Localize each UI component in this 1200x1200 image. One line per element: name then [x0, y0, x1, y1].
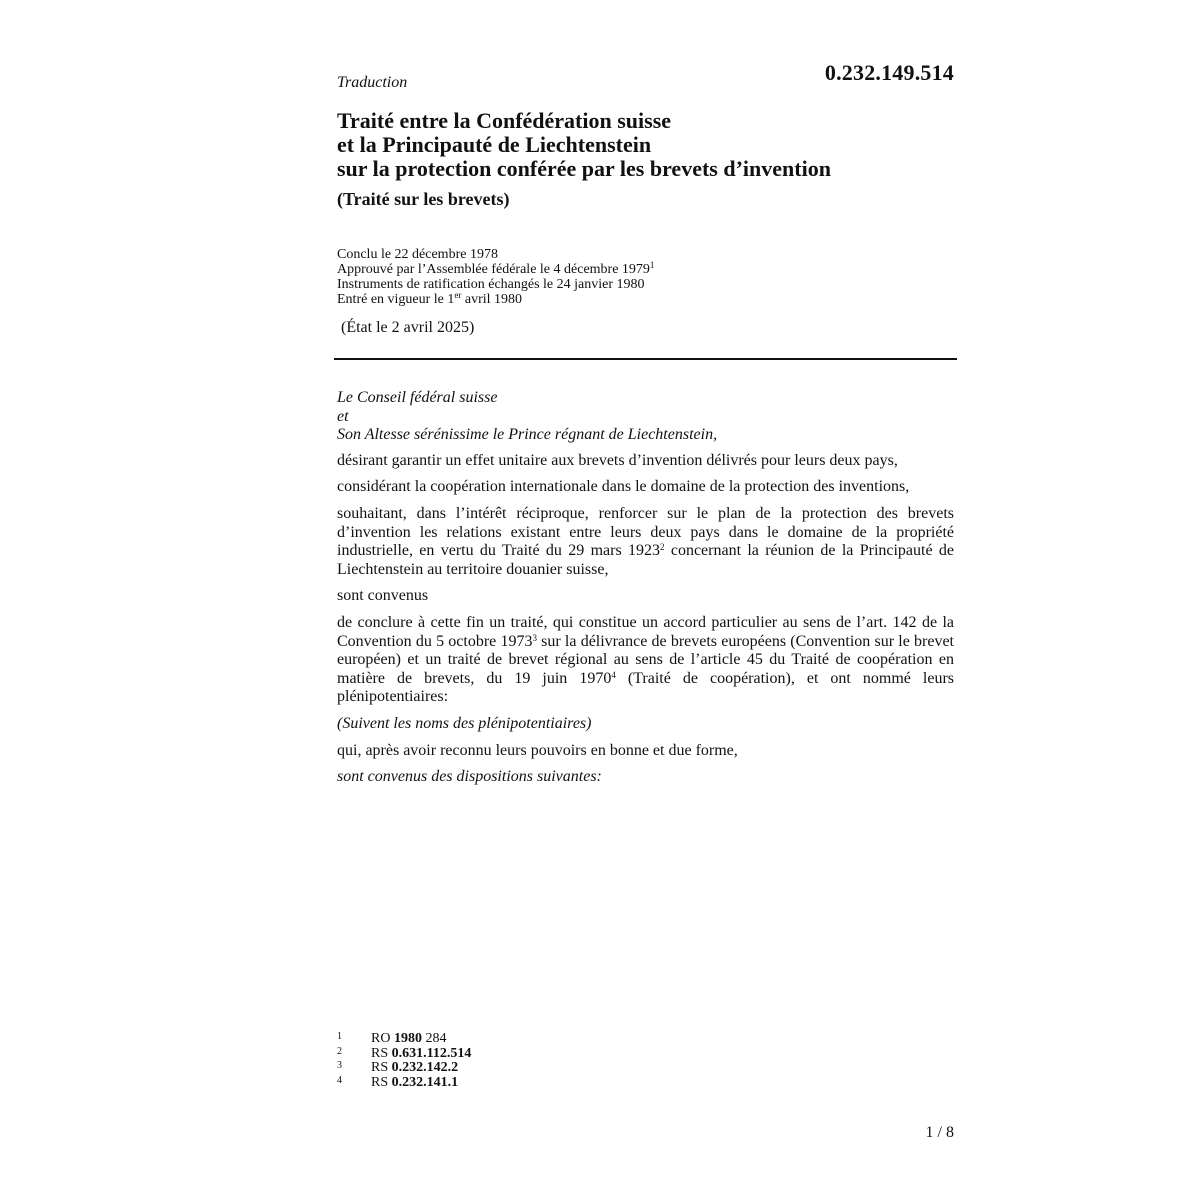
footnote-text: RS 0.631.112.514 [371, 1045, 472, 1061]
entry-into-force [337, 292, 954, 307]
approved-text: Approuvé par l’Assemblée fédérale le 4 décembre 1979 [337, 262, 650, 277]
footnote-ref[interactable]: 3 [532, 632, 537, 643]
footnote-item [337, 1076, 471, 1091]
approved-date [337, 262, 954, 277]
footnote-number: 4 [337, 1074, 342, 1086]
preamble-paragraph: considérant la coopération internationale dans le domaine de la protection des inventions, [337, 478, 910, 496]
concluded-date: Conclu le 22 décembre 1978 [337, 247, 498, 262]
footnote-ref[interactable]: 4 [611, 669, 616, 680]
rs-number: 0.232.149.514 [824, 60, 954, 85]
paragraph-text: concernant la réunion de la Principauté de Liechtenstein au territoire douanier suisse, [337, 542, 955, 578]
preamble-paragraph: désirant garantir un effet unitaire aux brevets d’invention délivrés pour leurs deux pays, [337, 451, 898, 469]
plenipotentiaries-note: (Suivent les noms des plénipotentiaires) [337, 714, 592, 732]
preamble [337, 389, 954, 795]
ratification-date: Instruments de ratification échangés le 24 janvier 1980 [337, 277, 645, 292]
preamble-paragraph [337, 614, 954, 707]
entry-suffix: avril 1980 [461, 292, 523, 307]
conjunction: et [337, 407, 349, 425]
footnote-number: 1 [337, 1031, 342, 1042]
preamble-paragraph [337, 505, 954, 579]
page-number: 1 / 8 [925, 1124, 954, 1141]
state-date: (État le 2 avril 2025) [341, 319, 475, 336]
paragraph-text: souhaitant, dans l’intérêt réciproque, renforcer sur le plan de la protection des brevets d’invention les relations existant entre leurs deux pays dans le domaine de la propriété industrielle, en vertu du Traité du 29 mars 1923 [337, 504, 954, 560]
footnote-text: RO 1980 284 [371, 1031, 447, 1046]
footnote-text: RS 0.232.142.2 [371, 1060, 459, 1075]
short-title: (Traité sur les brevets) [337, 189, 510, 209]
footnote-ref[interactable]: 2 [660, 542, 665, 553]
title-line: Traité entre la Confédération suisse [337, 108, 672, 133]
translation-label: Traduction [337, 74, 408, 91]
title-line: et la Principauté de Liechtenstein [337, 132, 652, 157]
paragraph-text: de conclure à cette fin un traité, qui constitue un accord particulier au sens de l’art. 142 de la Convention du 5 octobre 1973 [337, 613, 954, 650]
agreed-provisions: sont convenus des dispositions suivantes: [337, 768, 602, 786]
document-metadata [337, 247, 954, 307]
footnotes [337, 1032, 471, 1090]
preamble-paragraph: qui, après avoir reconnu leurs pouvoirs en bonne et due forme, [337, 741, 738, 759]
footnote-item [337, 1032, 471, 1047]
entry-prefix: Entré en vigueur le 1 [337, 292, 455, 307]
party-switzerland: Le Conseil fédéral suisse [337, 389, 498, 406]
footnote-number: 2 [337, 1045, 342, 1057]
header-divider [334, 358, 957, 360]
ordinal-suffix: er [454, 290, 462, 300]
footnote-item [337, 1047, 471, 1062]
preamble-paragraph: sont convenus [337, 587, 429, 605]
paragraph-text: sur la délivrance de brevets européens (Convention sur le brevet européen) et un traité de brevet régional au sens de l’article 45 du Traité de coopération en matière de brevets, du 19 juin 1970 [337, 632, 954, 687]
title-line: sur la protection conférée par les brevets d’invention [337, 156, 831, 181]
footnote-number: 3 [337, 1060, 342, 1071]
footnote-text: RS 0.232.141.1 [371, 1074, 459, 1090]
footnote-item [337, 1061, 471, 1076]
document-title [337, 109, 954, 181]
party-liechtenstein: Son Altesse sérénissime le Prince régnant de Liechtenstein, [337, 426, 718, 444]
paragraph-text: (Traité de coopération), et ont nommé leurs plénipotentiaires: [337, 669, 955, 706]
footnote-ref[interactable]: 1 [649, 260, 655, 270]
